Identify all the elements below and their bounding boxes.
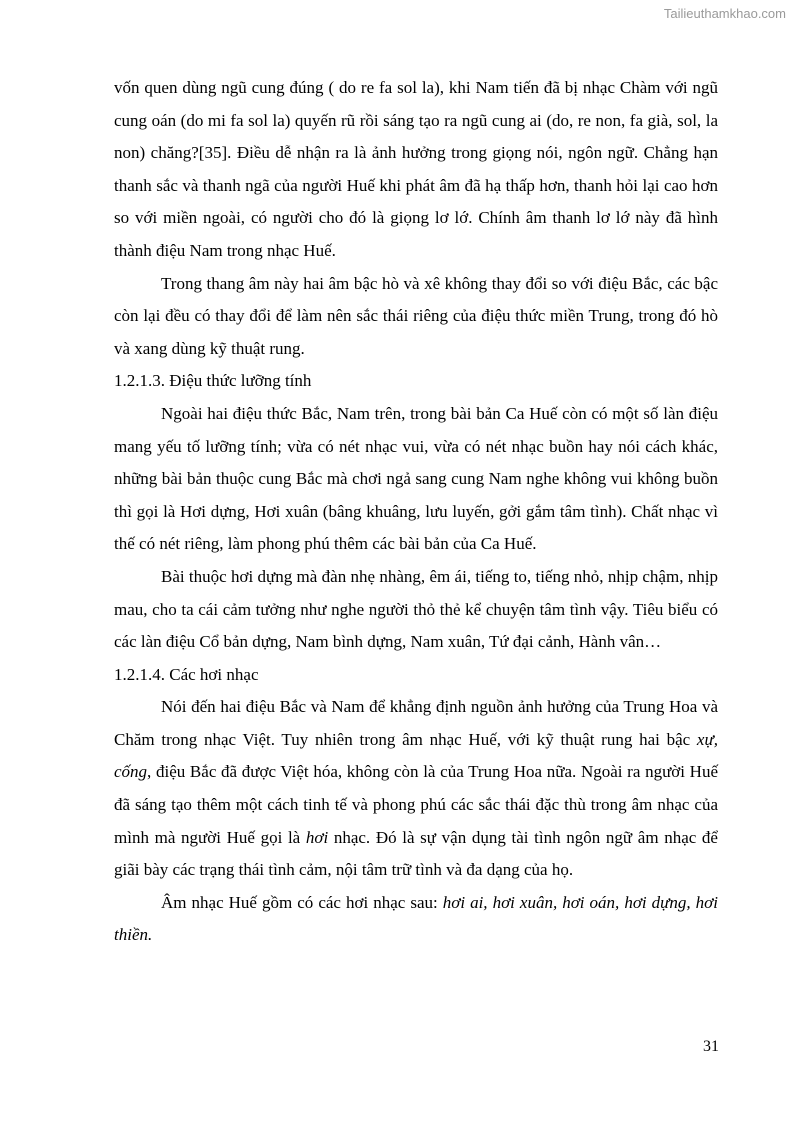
paragraph-5-italic-xu-cong: xự, cống [114,729,718,782]
paragraph-5 [114,691,718,887]
paragraph-5-text-c: , điệu Bắc đã được Việt hóa, không còn là của Trung Hoa nữa. Ngoài ra người Huế đã sáng tạo thêm một cách tinh tế và phong phú các sắc thái đặc thù trong âm nhạc của mình mà người Huế gọi là [114,762,718,847]
section-heading-1-2-1-4: 1.2.1.4. Các hơi nhạc [114,664,259,684]
paragraph-1: vốn quen dùng ngũ cung đúng ( do re fa sol la), khi Nam tiến đã bị nhạc Chàm với ngũ cung oán (do mi fa sol la) quyến rũ rồi sáng tạo ra ngũ cung ai (do, re non, fa già, sol, la non) chăng?[35]. Điều dễ nhận ra là ảnh hưởng trong giọng nói, ngôn ngữ. Chẳng hạn thanh sắc và thanh ngã của người Huế khi phát âm đã hạ thấp hơn, thanh hỏi lại cao hơn so với miền ngoài, có người cho đó là giọng lơ lớ. Chính âm thanh lơ lớ này đã hình thành điệu Nam trong nhạc Huế. [114,78,718,260]
watermark: Tailieuthamkhao.com [663,6,786,21]
document-body [114,72,718,952]
paragraph-6 [114,887,718,952]
paragraph-4: Bài thuộc hơi dựng mà đàn nhẹ nhàng, êm ái, tiếng to, tiếng nhỏ, nhịp chậm, nhịp mau, cho ta cái cảm tưởng như nghe người thỏ thẻ kể chuyện tâm tình vậy. Tiêu biểu có các làn điệu Cổ bản dựng, Nam bình dựng, Nam xuân, Tứ đại cảnh, Hành vân… [114,566,718,652]
paragraph-5-text-a: Nói đến hai điệu Bắc và Nam để khẳng định nguồn ảnh hưởng của Trung Hoa và Chăm trong nhạc Việt. Tuy nhiên trong âm nhạc Huế, với kỹ thuật rung hai bậc [114,697,718,749]
page-number: 31 [703,1038,719,1055]
paragraph-2: Trong thang âm này hai âm bậc hò và xê không thay đổi so với điệu Bắc, các bậc còn lại đều có thay đổi để làm nên sắc thái riêng của điệu thức miền Trung, trong đó hò và xang dùng kỹ thuật rung. [114,273,718,358]
paragraph-6-italic-list: hơi ai, hơi xuân, hơi oán, hơi dựng, hơi thiền. [114,892,718,945]
paragraph-5-italic-hoi: hơi [305,827,329,847]
paragraph-5-text-e: nhạc. Đó là sự vận dụng tài tình ngôn ngữ âm nhạc để giãi bày các trạng thái tình cảm, nội tâm trữ tình và đa dạng của họ. [114,827,718,880]
paragraph-6-text-a: Âm nhạc Huế gồm có các hơi nhạc sau: [161,892,443,912]
paragraph-3: Ngoài hai điệu thức Bắc, Nam trên, trong bài bản Ca Huế còn có một số làn điệu mang yếu tố lưỡng tính; vừa có nét nhạc vui, vừa có nét nhạc buồn hay nói cách khác, những bài bản thuộc cung Bắc mà chơi ngả sang cung Nam nghe không vui không buồn thì gọi là Hơi dựng, Hơi xuân (bâng khuâng, lưu luyến, gởi gắm tâm tình). Chất nhạc vì thế có nét riêng, làm phong phú thêm các bài bản của Ca Huế. [114,403,718,554]
section-heading-1-2-1-3: 1.2.1.3. Điệu thức lưỡng tính [114,371,312,391]
